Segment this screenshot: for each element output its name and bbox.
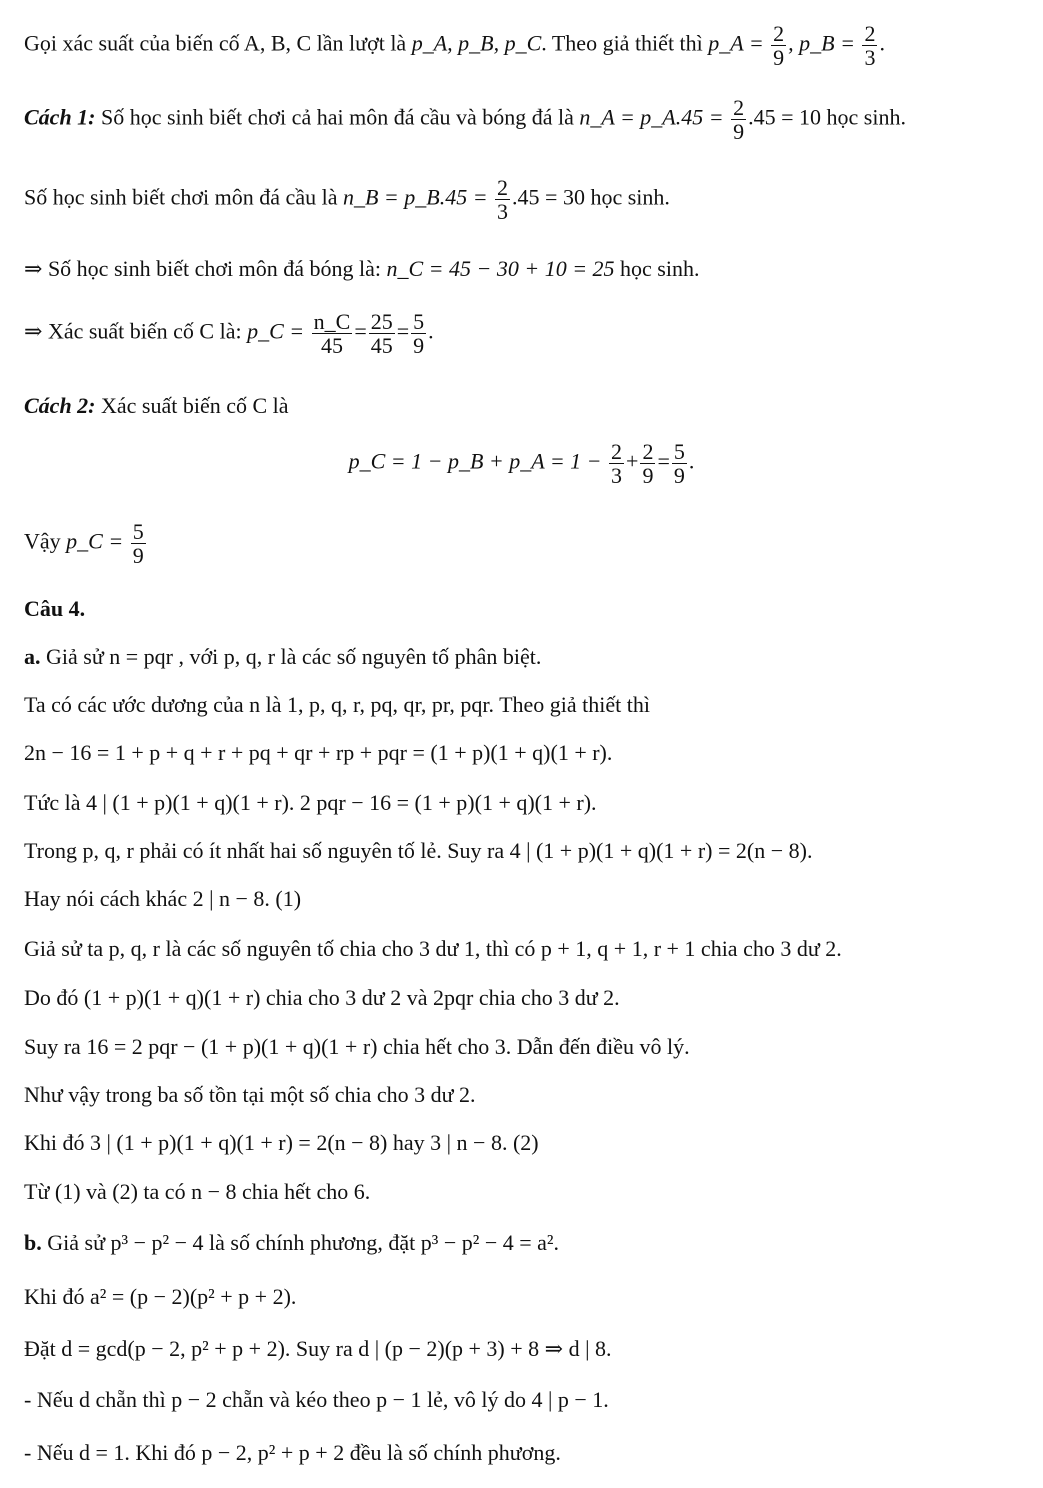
math-vars: p_A, p_B, p_C: [411, 30, 542, 56]
text: Xác suất biến cố C là: [101, 393, 289, 418]
line-8: [24, 520, 148, 567]
fraction: $\frac{2}{3}$: [864, 21, 876, 71]
implies-symbol: ⇒: [24, 318, 43, 344]
line-19: Như vậy trong ba số tồn tại một số chia cho 3 dư 2.: [24, 1082, 476, 1107]
text: Số học sinh biết chơi môn đá bóng là:: [47, 256, 381, 281]
math: p_A =: [708, 30, 764, 56]
text: Số học sinh biết chơi cả hai môn đá cầu và bóng đá là: [101, 104, 574, 130]
math: n_B = p_B.45 =: [342, 184, 488, 210]
line-5: ⇒ Xác suất biến cố C là: p_C = $\frac{n\_C}{45}$ = $\frac{25}{45}$ = $\frac{5}{9}$ .: [24, 309, 434, 359]
method-label: Cách 2:: [24, 393, 96, 418]
line-2: Cách 1: Số học sinh biết chơi cả hai môn đá cầu và bóng đá là n_A = p_A.45 = $\frac{2}{9}$ .45 = 10 học sinh.: [24, 95, 906, 145]
question-heading: Câu 4.: [24, 596, 86, 621]
text: Gọi xác suất của biến cố A, B, C lần lượt là: [24, 30, 407, 56]
fraction: $\frac{25}{45}$: [370, 309, 393, 359]
line-13: Tức là 4 | (1 + p)(1 + q)(1 + r). 2 pqr − 16 = (1 + p)(1 + q)(1 + r).: [24, 790, 597, 815]
line-7: p_C = 1 − p_B + p_A = 1 − $\frac{2}{3}$ + $\frac{2}{9}$ = $\frac{5}{9}$ .: [348, 439, 695, 489]
text: Số học sinh biết chơi môn đá cầu là: [24, 184, 338, 210]
line-15: Hay nói cách khác 2 | n − 8. (1): [24, 886, 302, 911]
line-23: Khi đó a² = (p − 2)(p² + p + 2).: [24, 1284, 297, 1309]
part-label: a.: [24, 644, 41, 669]
text: Giả sử p³ − p² − 4 là số chính phương, đặt p³ − p² − 4 = a².: [47, 1230, 560, 1255]
math: p_C = 1 − p_B + p_A = 1 −: [348, 448, 602, 474]
line-17: Do đó (1 + p)(1 + q)(1 + r) chia cho 3 dư 2 và 2pqr chia cho 3 dư 2.: [24, 985, 620, 1010]
math: .45 = 30: [512, 184, 585, 210]
line-16: Giả sử ta p, q, r là các số nguyên tố chia cho 3 dư 1, thì có p + 1, q + 1, r + 1 chia cho 3 dư 2.: [24, 936, 842, 961]
fraction: $\frac{n\_C}{45}$: [313, 309, 351, 359]
line-20: Khi đó 3 | (1 + p)(1 + q)(1 + r) = 2(n − 8) hay 3 | n − 8. (2): [24, 1130, 539, 1155]
line-26: - Nếu d = 1. Khi đó p − 2, p² + p + 2 đều là số chính phương.: [24, 1440, 561, 1465]
line-24: Đặt d = gcd(p − 2, p² + p + 2). Suy ra d | (p − 2)(p + 3) + 8 ⇒ d | 8.: [24, 1336, 612, 1361]
math: .45 = 10: [748, 104, 821, 130]
line-10: [24, 644, 541, 670]
fraction: $\frac{2}{9}$: [773, 21, 785, 71]
implies-symbol: ⇒: [24, 256, 43, 281]
line-12: 2n − 16 = 1 + p + q + r + pq + qr + rp + pqr = (1 + p)(1 + q)(1 + r).: [24, 740, 613, 765]
line-3: Số học sinh biết chơi môn đá cầu là n_B = p_B.45 = $\frac{2}{3}$ .45 = 30 học sinh.: [24, 175, 670, 225]
text: Vậy: [24, 528, 61, 554]
line-22: [24, 1230, 559, 1256]
math: p_C =: [247, 318, 305, 344]
fraction: $\frac{2}{9}$: [642, 439, 654, 489]
line-1: Gọi xác suất của biến cố A, B, C lần lượt là p_A, p_B, p_C. Theo giả thiết thì p_A = $\frac{2}{9}$ , p_B = $\frac{2}{3}$ .: [24, 21, 885, 71]
math: n_C = 45 − 30 + 10 = 25: [386, 256, 615, 281]
math: n_A = p_A.45 =: [579, 104, 724, 130]
line-6: [24, 393, 289, 419]
fraction: $\frac{5}{9}$: [673, 439, 685, 489]
fraction: $\frac{2}{3}$: [611, 439, 623, 489]
line-18: Suy ra 16 = 2 pqr − (1 + p)(1 + q)(1 + r) chia hết cho 3. Dẫn đến điều vô lý.: [24, 1034, 690, 1059]
method-label: Cách 1:: [24, 104, 96, 130]
text: . Theo giả thiết thì: [541, 30, 703, 56]
math: p_C =: [66, 528, 124, 554]
line-21: Từ (1) và (2) ta có n − 8 chia hết cho 6.: [24, 1179, 371, 1204]
fraction: $\frac{2}{9}$: [733, 95, 745, 145]
math: , p_B =: [788, 30, 855, 56]
line-25: - Nếu d chẵn thì p − 2 chẵn và kéo theo p − 1 lẻ, vô lý do 4 | p − 1.: [24, 1387, 609, 1412]
line-11: Ta có các ước dương của n là 1, p, q, r, pq, qr, pr, pqr. Theo giả thiết thì: [24, 692, 650, 717]
fraction: $\frac{5}{9}$: [132, 519, 144, 569]
fraction: $\frac{2}{3}$: [497, 175, 509, 225]
line-4: ⇒ Số học sinh biết chơi môn đá bóng là: n_C = 45 − 30 + 10 = 25 học sinh.: [24, 256, 700, 281]
text: Xác suất biến cố C là:: [47, 318, 242, 344]
part-label: b.: [24, 1230, 42, 1255]
line-14: Trong p, q, r phải có ít nhất hai số nguyên tố lẻ. Suy ra 4 | (1 + p)(1 + q)(1 + r) = 2(n − 8).: [24, 838, 813, 863]
text: Giả sử n = pqr , với p, q, r là các số nguyên tố phân biệt.: [46, 644, 542, 669]
fraction: $\frac{5}{9}$: [413, 309, 425, 359]
